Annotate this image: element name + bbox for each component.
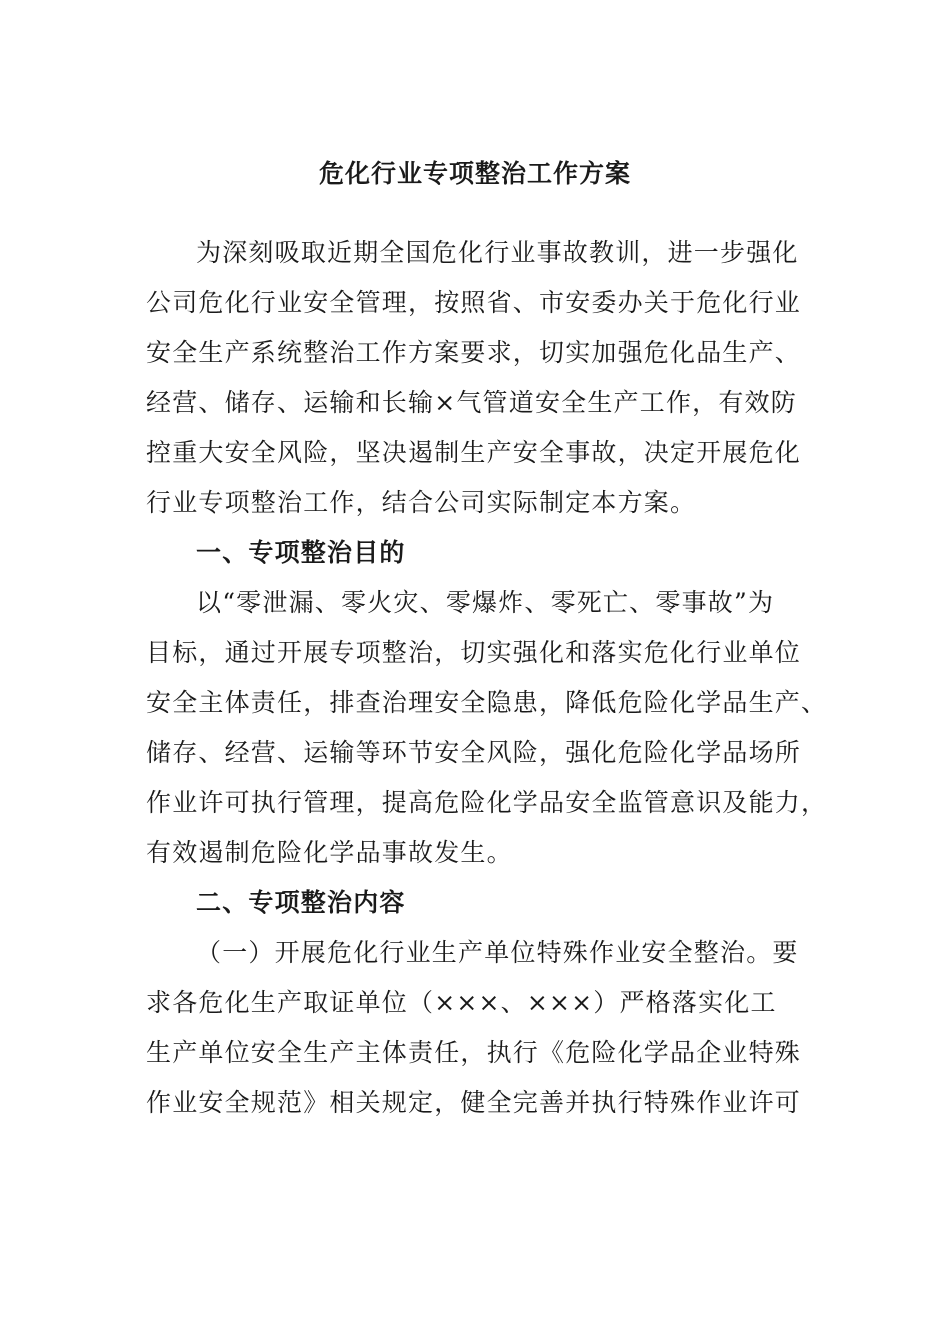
- text-line: 安全主体责任，排查治理安全隐患，降低危险化学品生产、: [146, 688, 828, 717]
- text-line: 生产单位安全生产主体责任，执行《危险化学品企业特殊: [146, 1038, 802, 1067]
- text-line: 目标，通过开展专项整治，切实强化和落实危化行业单位: [146, 638, 802, 667]
- text-line: 控重大安全风险，坚决遏制生产安全事故，决定开展危化: [146, 438, 802, 467]
- document-body: [146, 228, 828, 1128]
- section-heading: 二、专项整治内容: [196, 888, 406, 917]
- text-line: 以“零泄漏、零火灾、零爆炸、零死亡、零事故”为: [196, 588, 775, 617]
- text-line: 作业许可执行管理，提高危险化学品安全监管意识及能力，: [146, 788, 828, 817]
- text-line: 为深刻吸取近期全国危化行业事故教训，进一步强化: [196, 238, 799, 267]
- text-line: （一）开展危化行业生产单位特殊作业安全整治。要: [196, 938, 799, 967]
- text-line: 行业专项整治工作，结合公司实际制定本方案。: [146, 488, 697, 517]
- text-line: 求各危化生产取证单位（×××、×××）严格落实化工: [146, 988, 777, 1017]
- text-line: 作业安全规范》相关规定，健全完善并执行特殊作业许可: [146, 1088, 802, 1117]
- document-title: 危化行业专项整治工作方案: [318, 159, 631, 188]
- text-line: 有效遏制危险化学品事故发生。: [146, 838, 513, 867]
- section-heading: 一、专项整治目的: [196, 538, 406, 567]
- text-line: 储存、经营、运输等环节安全风险，强化危险化学品场所: [146, 738, 802, 767]
- text-line: 公司危化行业安全管理，按照省、市安委办关于危化行业: [146, 288, 802, 317]
- text-line: 经营、储存、运输和长输×气管道安全生产工作，有效防: [146, 388, 797, 417]
- text-line: 安全生产系统整治工作方案要求，切实加强危化品生产、: [146, 338, 802, 367]
